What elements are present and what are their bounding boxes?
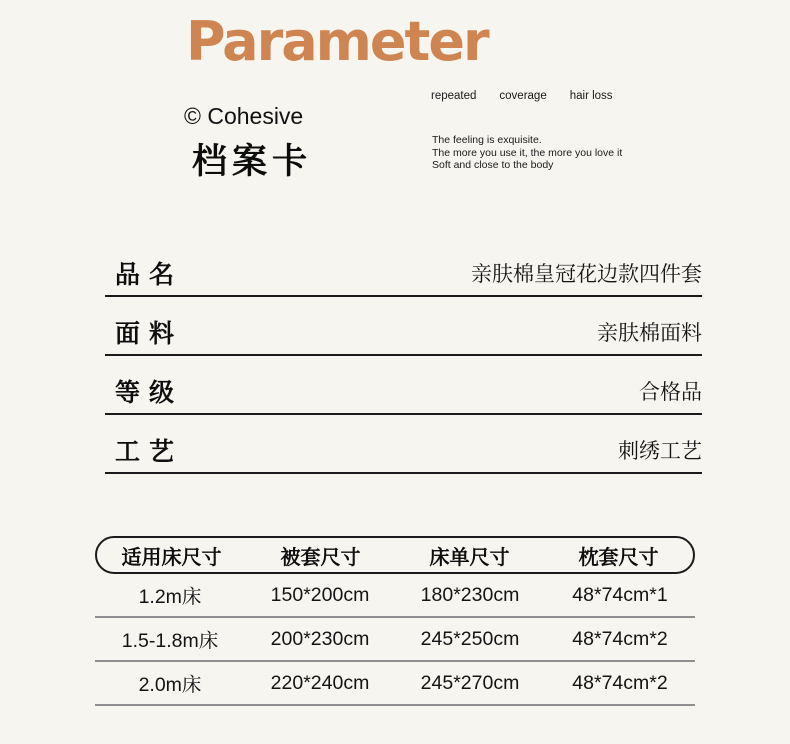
- cell-bed-size: 1.2m床: [138, 586, 202, 608]
- param-value: 刺绣工艺: [618, 439, 702, 463]
- cell-duvet-size: 150*200cm: [270, 583, 370, 606]
- cell-duvet-size: 200*230cm: [270, 627, 370, 650]
- param-label: 工 艺: [115, 437, 175, 466]
- cell-pillowcase-size: 48*74cm*1: [572, 583, 668, 606]
- cell-sheet-size: 245*270cm: [420, 671, 520, 694]
- description-text: [432, 134, 622, 172]
- col-header-bed-size: 适用床尺寸: [121, 546, 222, 569]
- cell-pillowcase-size: 48*74cm*2: [572, 627, 668, 650]
- description-line: The more you use it, the more you love it: [432, 146, 623, 159]
- col-header-pillowcase-size: 枕套尺寸: [578, 546, 659, 569]
- cell-sheet-size: 180*230cm: [420, 583, 520, 606]
- param-row-craft: [105, 415, 702, 474]
- size-table-row: [95, 662, 695, 706]
- param-row-fabric: [105, 297, 702, 356]
- page-title: Parameter: [186, 10, 488, 73]
- cell-duvet-size: 220*240cm: [270, 671, 370, 694]
- brand-label: © Cohesive: [184, 103, 304, 129]
- param-label: 品 名: [115, 260, 175, 289]
- param-label: 等 级: [115, 378, 175, 407]
- param-label: 面 料: [115, 319, 175, 348]
- size-table-header: [95, 536, 695, 574]
- subtitle-archive-card: 档案卡: [192, 142, 313, 181]
- cell-pillowcase-size: 48*74cm*2: [572, 671, 668, 694]
- parameter-list: [105, 238, 702, 474]
- tag-coverage: coverage: [499, 90, 547, 102]
- param-value: 合格品: [639, 380, 702, 404]
- param-value: 亲肤棉面料: [597, 321, 702, 345]
- cell-bed-size: 1.5-1.8m床: [121, 630, 219, 652]
- cell-bed-size: 2.0m床: [138, 674, 202, 696]
- description-line: Soft and close to the body: [432, 159, 554, 171]
- tag-hair-loss: hair loss: [569, 90, 613, 102]
- param-row-grade: [105, 356, 702, 415]
- size-table-row: [95, 574, 695, 618]
- col-header-sheet-size: 床单尺寸: [429, 546, 510, 569]
- size-table: [95, 536, 695, 706]
- feature-tags: [431, 90, 613, 102]
- description-line: The feeling is exquisite.: [432, 134, 542, 146]
- col-header-duvet-size: 被套尺寸: [280, 546, 361, 569]
- cell-sheet-size: 245*250cm: [420, 627, 520, 650]
- param-row-product-name: [105, 238, 702, 297]
- tag-repeated: repeated: [431, 90, 477, 102]
- size-table-row: [95, 618, 695, 662]
- param-value: 亲肤棉皇冠花边款四件套: [471, 262, 702, 286]
